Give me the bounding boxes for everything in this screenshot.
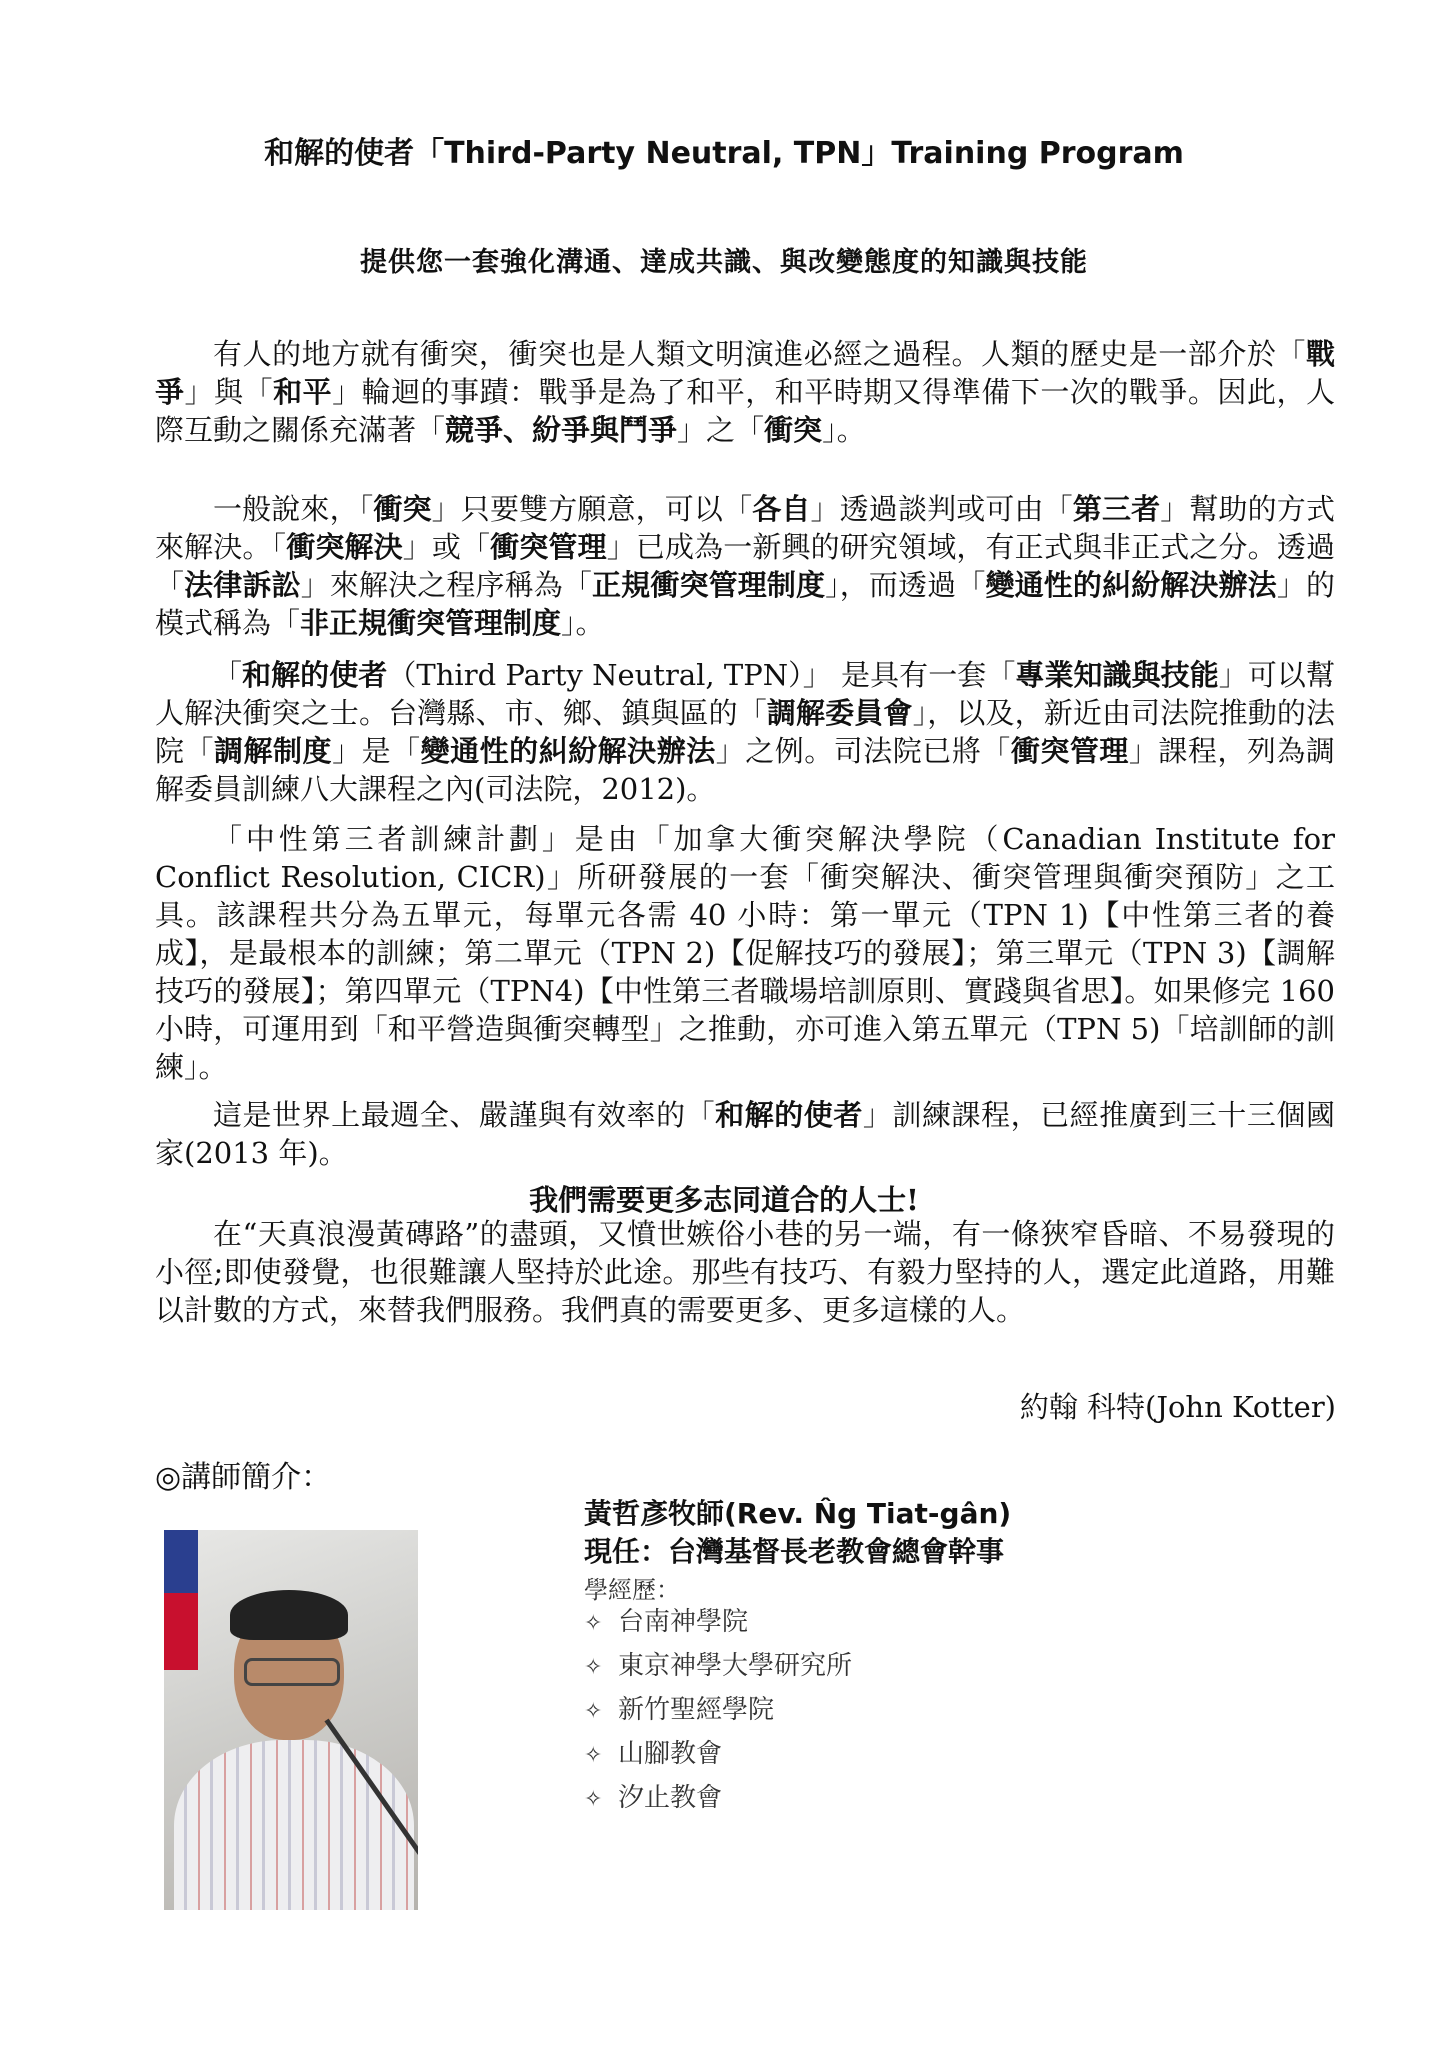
instructor-name: 黃哲彥牧師(Rev. N̂g Tiat-gân) (584, 1497, 1012, 1530)
list-item: ✧ 東京神學大學研究所 (584, 1644, 852, 1688)
sparkle-icon: ✧ (584, 1655, 603, 1680)
quote-paragraph: 在“天真浪漫黃磚路”的盡頭，又憤世嫉俗小巷的另一端，有一條狹窄昏暗、不易發現的小徑;即使發覺，也很難讓人堅持於此途。那些有技巧、有毅力堅持的人，選定此道路，用難以計數的方式，來替我們服務。我們真的需要更多、更多這樣的人。 (155, 1217, 1335, 1327)
instructor-section-heading: ◎講師簡介： (155, 1460, 332, 1495)
instructor-photo (164, 1530, 418, 1910)
reach-paragraph: 這是世界上最週全、嚴謹與有效率的「和解的使者」訓練課程，已經推廣到三十三個國家(2013 年)。 (155, 1098, 1335, 1170)
tpn-paragraph: 「和解的使者（Third Party Neutral, TPN）」 是具有一套「專業知識與技能」可以幫人解決衝突之士。台灣縣、市、鄉、鎮與區的「調解委員會」，以及，新近由司法院推動的法院「調解制度」是「變通性的糾紛解決辦法」之例。司法院已將「衝突管理」課程，列為調解委員訓練八大課程之內(司法院，2012)。 (155, 658, 1335, 806)
sparkle-icon: ✧ (584, 1611, 603, 1636)
list-item: ✧ 新竹聖經學院 (584, 1688, 852, 1732)
sparkle-icon: ✧ (584, 1787, 603, 1812)
page-title: 和解的使者「Third-Party Neutral, TPN」Training Program (264, 136, 1184, 171)
callout-heading: 我們需要更多志同道合的人士! (529, 1183, 919, 1217)
list-item: ✧ 山腳教會 (584, 1732, 852, 1776)
intro-paragraph: 有人的地方就有衝突，衝突也是人類文明演進必經之過程。人類的歷史是一部介於「戰爭」與「和平」輪迴的事蹟：戰爭是為了和平，和平時期又得準備下一次的戰爭。因此，人際互動之關係充滿著「競爭、紛爭與鬥爭」之「衝突」。 (155, 337, 1335, 447)
instructor-position: 現任：台灣基督長老教會總會幹事 (584, 1535, 1005, 1568)
history-label: 學經歷： (584, 1576, 680, 1604)
list-item: ✧ 台南神學院 (584, 1600, 852, 1644)
list-item: ✧ 汐止教會 (584, 1776, 852, 1820)
sparkle-icon: ✧ (584, 1699, 603, 1724)
sparkle-icon: ✧ (584, 1743, 603, 1768)
program-paragraph: 「中性第三者訓練計劃」是由「加拿大衝突解決學院（Canadian Institute for Conflict Resolution, CICR)」所研發展的一套「衝突解決、衝突管理與衝突預防」之工具。該課程共分為五單元，每單元各需 40 小時：第一單元（TPN 1)【中性第三者的養成】，是最根本的訓練；第二單元（TPN 2)【促解技巧的發展】；第三單元（TPN 3)【調解技巧的發展】；第四單元（TPN4)【中性第三者職場培訓原則、實踐與省思】。如果修完 160 小時，可運用到「和平營造與衝突轉型」之推動，亦可進入第五單元（TPN 5)「培訓師的訓練」。 (155, 822, 1335, 1084)
page-subtitle: 提供您一套強化溝通、達成共識、與改變態度的知識與技能 (360, 247, 1088, 278)
conflict-paragraph: 一般說來，「衝突」只要雙方願意，可以「各自」透過談判或可由「第三者」幫助的方式來解決。「衝突解決」或「衝突管理」已成為一新興的研究領域，有正式與非正式之分。透過「法律訴訟」來解決之程序稱為「正規衝突管理制度」，而透過「變通性的糾紛解決辦法」的模式稱為「非正規衝突管理制度」。 (155, 492, 1335, 640)
quote-author: 約翰 科特(John Kotter) (1019, 1390, 1336, 1424)
history-list (584, 1600, 852, 1820)
